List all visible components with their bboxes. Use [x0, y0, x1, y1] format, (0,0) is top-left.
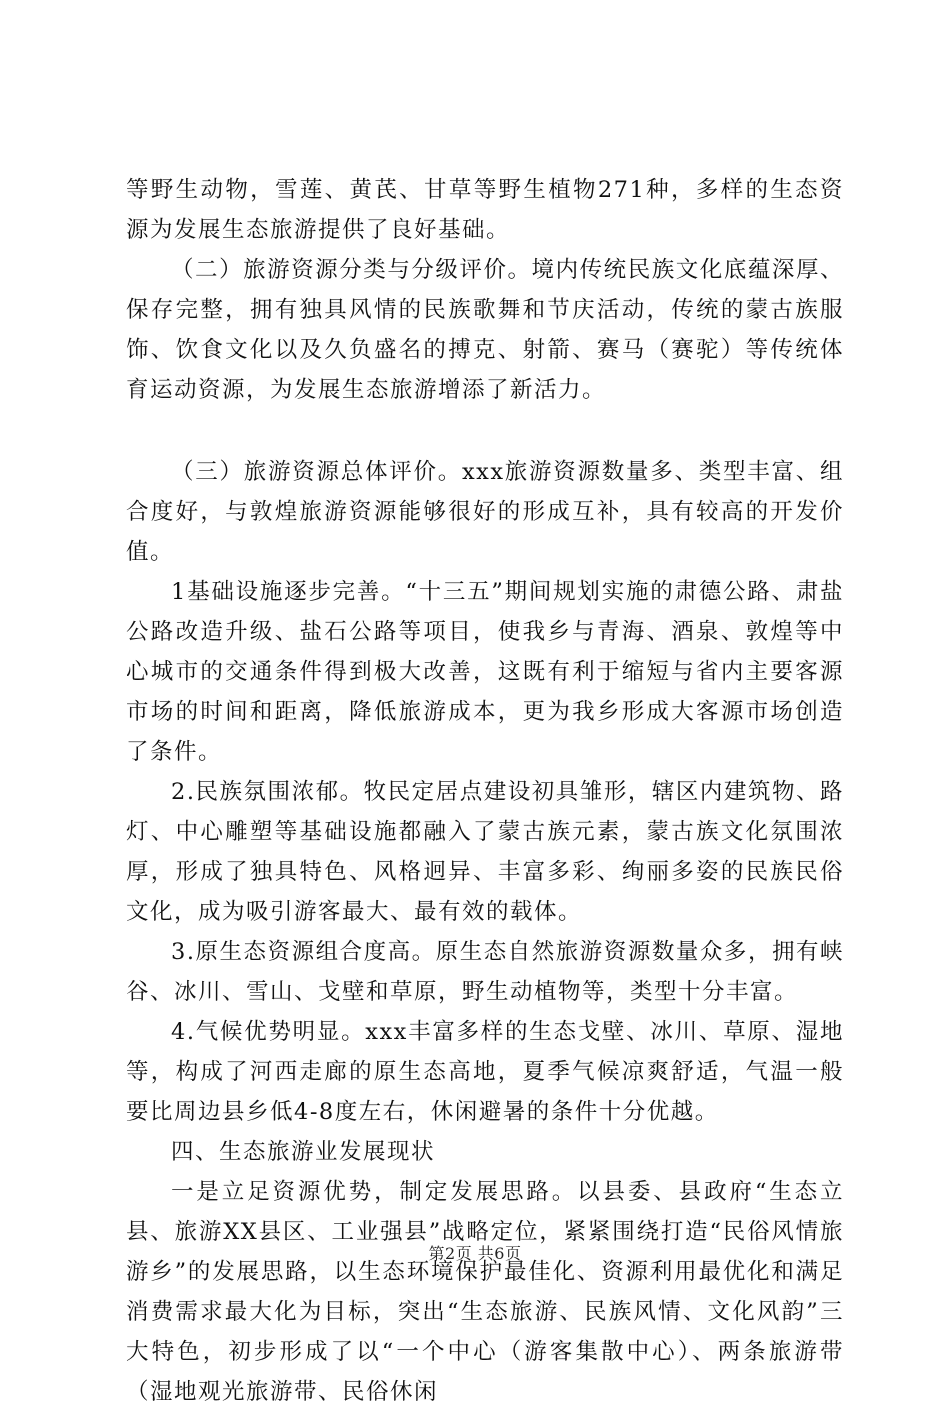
paragraph-section-three: （三）旅游资源总体评价。xxx旅游资源数量多、类型丰富、组合度好，与敦煌旅游资源能够很好的形成互补，具有较高的开发价值。 [126, 459, 844, 565]
paragraph-item-4: 4.气候优势明显。xxx丰富多样的生态戈壁、冰川、草原、湿地等，构成了河西走廊的原生态高地，夏季气候凉爽舒适，气温一般要比周边县乡低4-8度左右，休闲避暑的条件十分优越。 [126, 1019, 844, 1125]
paragraph-status-one: 一是立足资源优势，制定发展思路。以县委、县政府“生态立县、旅游XX县区、工业强县”战略定位，紧紧围绕打造“民俗风情旅游乡”的发展思路，以生态环境保护最佳化、资源利用最优化和满足消费需求最大化为目标，突出“生态旅游、民族风情、文化风韵”三大特色，初步形成了以“一个中心（游客集散中心）、两条旅游带（湿地观光旅游带、民俗休闲 [126, 1179, 844, 1405]
page-footer: 第2页 共6页 [428, 1244, 522, 1263]
paragraph-continuation: 等野生动物，雪莲、黄芪、甘草等野生植物271种，多样的生态资源为发展生态旅游提供了良好基础。 [126, 177, 844, 243]
section-heading-four: 四、生态旅游业发展现状 [171, 1139, 436, 1165]
document-body [126, 170, 844, 1412]
paragraph-item-1: 1基础设施逐步完善。“十三五”期间规划实施的肃德公路、肃盐公路改造升级、盐石公路等项目，使我乡与青海、酒泉、敦煌等中心城市的交通条件得到极大改善，这既有利于缩短与省内主要客源市场的时间和距离，降低旅游成本，更为我乡形成大客源市场创造了条件。 [126, 579, 844, 765]
paragraph-item-3: 3.原生态资源组合度高。原生态自然旅游资源数量众多，拥有峡谷、冰川、雪山、戈壁和草原，野生动植物等，类型十分丰富。 [126, 939, 844, 1005]
paragraph-item-2: 2.民族氛围浓郁。牧民定居点建设初具雏形，辖区内建筑物、路灯、中心雕塑等基础设施都融入了蒙古族元素，蒙古族文化氛围浓厚，形成了独具特色、风格迥异、丰富多彩、绚丽多姿的民族民俗文化，成为吸引游客最大、最有效的载体。 [126, 779, 844, 925]
paragraph-section-two: （二）旅游资源分类与分级评价。境内传统民族文化底蕴深厚、保存完整，拥有独具风情的民族歌舞和节庆活动，传统的蒙古族服饰、饮食文化以及久负盛名的搏克、射箭、赛马（赛驼）等传统体育运动资源，为发展生态旅游增添了新活力。 [126, 257, 844, 403]
